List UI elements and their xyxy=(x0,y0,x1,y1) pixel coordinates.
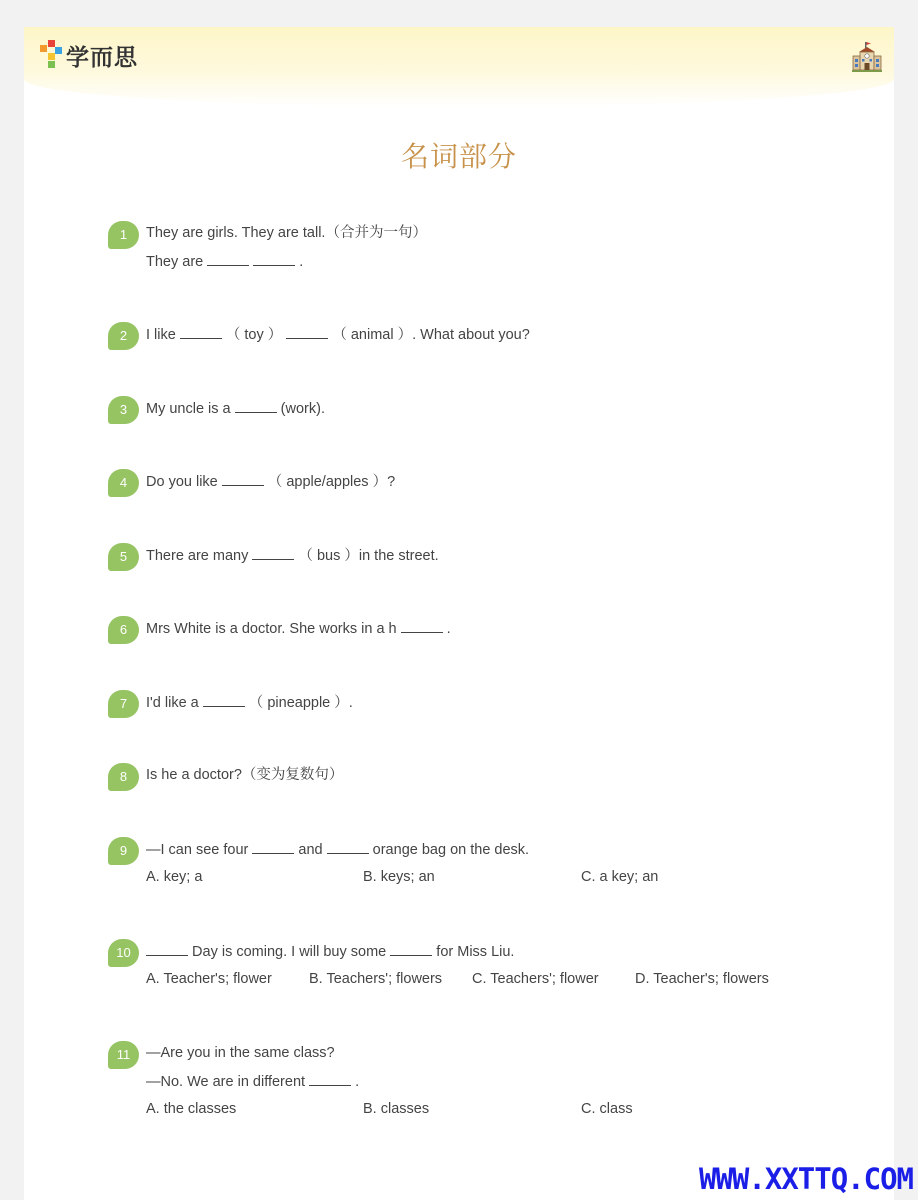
logo xyxy=(40,39,138,71)
answer-blank[interactable] xyxy=(203,692,245,707)
answer-blank[interactable] xyxy=(309,1071,351,1086)
answer-option[interactable]: A. Teacher's; flower xyxy=(146,971,272,987)
answer-blank[interactable] xyxy=(146,941,188,956)
question-text: There are many （ bus ）in the street. xyxy=(146,545,439,566)
question-text: They are girls. They are tall.（合并为一句） xyxy=(146,225,427,241)
answer-option[interactable]: B. keys; an xyxy=(363,869,435,885)
question-number-badge: 6 xyxy=(108,616,139,644)
page-title: 名词部分 xyxy=(400,140,517,173)
question-number-badge: 11 xyxy=(108,1041,139,1069)
question-number-badge: 3 xyxy=(108,396,139,424)
answer-option[interactable]: C. class xyxy=(581,1101,633,1117)
answer-option[interactable]: A. key; a xyxy=(146,869,203,885)
watermark: WWW.XXTTQ.COM xyxy=(699,1162,913,1196)
question-number-badge: 1 xyxy=(108,221,139,249)
answer-option[interactable]: C. a key; an xyxy=(581,869,659,885)
answer-blank[interactable] xyxy=(222,471,264,486)
answer-blank[interactable] xyxy=(235,398,277,413)
answer-blank[interactable] xyxy=(207,251,249,266)
header-band xyxy=(24,27,894,107)
answer-blank[interactable] xyxy=(252,839,294,854)
question-text: —Are you in the same class? xyxy=(146,1045,335,1061)
question-number-badge: 8 xyxy=(108,763,139,791)
question-number-badge: 5 xyxy=(108,543,139,571)
question-text: Do you like （ apple/apples ）? xyxy=(146,471,395,492)
question-number-badge: 10 xyxy=(108,939,139,967)
logo-mark-icon xyxy=(40,40,64,70)
question-number-badge: 4 xyxy=(108,469,139,497)
answer-blank[interactable] xyxy=(253,251,295,266)
answer-blank[interactable] xyxy=(180,324,222,339)
question-text: Day is coming. I will buy some for Miss Liu. xyxy=(146,941,514,962)
question-number-badge: 2 xyxy=(108,322,139,350)
worksheet-page xyxy=(24,27,894,1200)
answer-option[interactable]: B. Teachers'; flowers xyxy=(309,971,443,987)
question-text: Is he a doctor?（变为复数句） xyxy=(146,767,344,783)
question-text: They are . xyxy=(146,251,303,272)
answer-blank[interactable] xyxy=(327,839,369,854)
question-text: —No. We are in different . xyxy=(146,1071,359,1092)
question-text: —I can see four and orange bag on the desk. xyxy=(146,839,529,860)
answer-option[interactable]: D. Teacher's; flowers xyxy=(635,971,769,987)
answer-blank[interactable] xyxy=(401,618,443,633)
question-number-badge: 7 xyxy=(108,690,139,718)
question-number-badge: 9 xyxy=(108,837,139,865)
question-text: My uncle is a (work). xyxy=(146,398,325,419)
question-text: I like （ toy ） （ animal ）. What about you? xyxy=(146,324,530,345)
answer-option[interactable]: C. Teachers'; flower xyxy=(472,971,599,987)
answer-blank[interactable] xyxy=(286,324,328,339)
question-text: I'd like a （ pineapple ）. xyxy=(146,692,353,713)
logo-text: 学而思 xyxy=(66,44,138,71)
answer-blank[interactable] xyxy=(252,545,294,560)
school-building-icon xyxy=(852,42,882,72)
answer-option[interactable]: B. classes xyxy=(363,1101,430,1117)
answer-blank[interactable] xyxy=(390,941,432,956)
answer-option[interactable]: A. the classes xyxy=(146,1101,237,1117)
question-text: Mrs White is a doctor. She works in a h . xyxy=(146,618,451,639)
